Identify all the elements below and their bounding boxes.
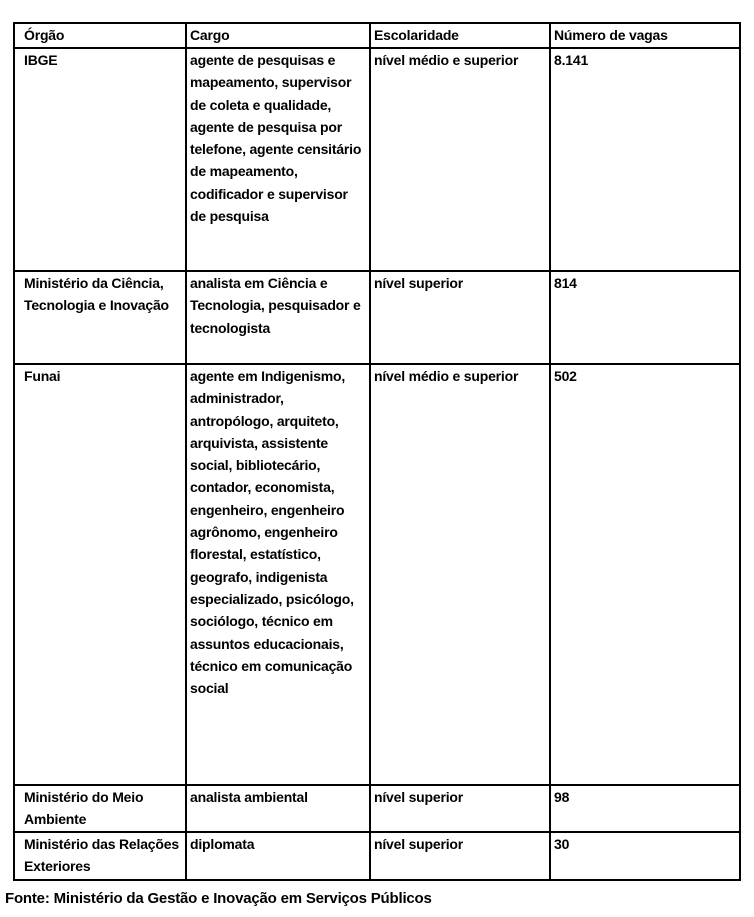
cell-cargo: diplomata: [186, 832, 370, 880]
cell-cargo: agente de pesquisas e mapeamento, supervisor de coleta e qualidade, agente de pesquisa por telefone, agente censitário de mapeamento, codificador e supervisor de pesquisa: [186, 48, 370, 271]
cell-vagas: 98: [550, 785, 740, 832]
cell-escolaridade: nível superior: [370, 832, 550, 880]
source-note: Fonte: Ministério da Gestão e Inovação em Serviços Públicos: [5, 890, 432, 907]
table-row: [14, 271, 740, 364]
cell-orgao: Ministério das Relações Exteriores: [14, 832, 186, 880]
cell-orgao: Ministério do Meio Ambiente: [14, 785, 186, 832]
vacancies-table: [13, 22, 741, 881]
column-header-2: Escolaridade: [370, 23, 550, 48]
cell-orgao: Funai: [14, 364, 186, 785]
column-header-0: Órgão: [14, 23, 186, 48]
cell-escolaridade: nível superior: [370, 271, 550, 364]
cell-orgao: Ministério da Ciência, Tecnologia e Inovação: [14, 271, 186, 364]
cell-escolaridade: nível médio e superior: [370, 364, 550, 785]
cell-vagas: 502: [550, 364, 740, 785]
table-row: [14, 48, 740, 271]
cell-vagas: 30: [550, 832, 740, 880]
cell-vagas: 814: [550, 271, 740, 364]
cell-cargo: analista em Ciência e Tecnologia, pesquisador e tecnologista: [186, 271, 370, 364]
table-row: [14, 364, 740, 785]
cell-vagas: 8.141: [550, 48, 740, 271]
column-header-1: Cargo: [186, 23, 370, 48]
cell-escolaridade: nível médio e superior: [370, 48, 550, 271]
table-header: [14, 23, 740, 48]
table-row: [14, 832, 740, 880]
table-row: [14, 785, 740, 832]
header-row: [14, 23, 740, 48]
cell-cargo: agente em Indigenismo, administrador, antropólogo, arquiteto, arquivista, assistente social, bibliotecário, contador, economista, engenheiro, engenheiro agrônomo, engenheiro florestal, estatístico, geografo, indigenista especializado, psicólogo, sociólogo, técnico em assuntos educacionais, técnico em comunicação social: [186, 364, 370, 785]
cell-cargo: analista ambiental: [186, 785, 370, 832]
cell-orgao: IBGE: [14, 48, 186, 271]
table-body: [14, 48, 740, 880]
cell-escolaridade: nível superior: [370, 785, 550, 832]
column-header-3: Número de vagas: [550, 23, 740, 48]
